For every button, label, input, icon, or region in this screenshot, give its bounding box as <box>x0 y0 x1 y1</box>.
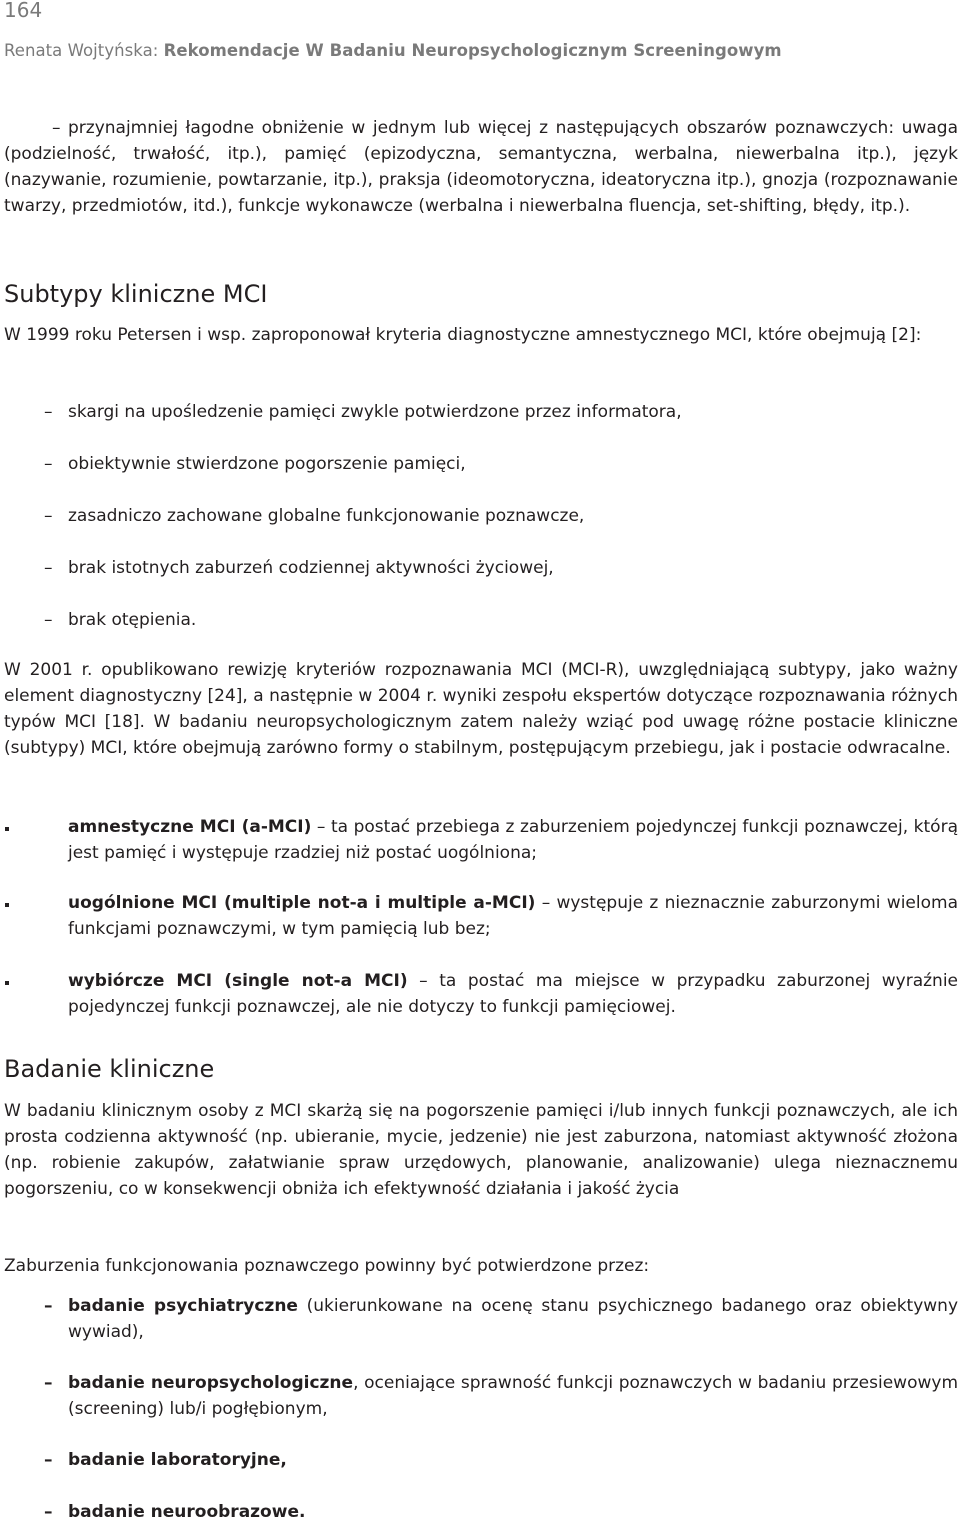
confirm-text <box>68 1370 958 1422</box>
dash-marker: – <box>44 1296 53 1316</box>
intro-list-item <box>4 115 958 219</box>
paragraph: W 1999 roku Petersen i wsp. zaproponował kryteria diagnostyczne amnestycznego MCI, które obejmują [2]: <box>4 325 922 345</box>
confirm-item <box>4 1293 958 1345</box>
header-author: Renata Wojtyńska: <box>4 41 159 60</box>
criteria-item <box>4 503 958 529</box>
criteria-text: brak istotnych zaburzeń codziennej aktywności życiowej, <box>68 558 554 578</box>
dash-marker: – <box>44 1502 53 1522</box>
subtype-sep: – <box>535 893 557 913</box>
subtype-desc: ta postać przebiega z zaburzeniem pojedynczej funkcji poznawczej, którą jest pamięć i występuje rzadziej niż postać uogólniona; <box>68 817 958 863</box>
criteria-item <box>4 399 958 425</box>
confirm-desc: (ukierunkowane na ocenę stanu psychicznego badanego oraz obiektywny wywiad), <box>68 1296 959 1342</box>
confirm-text <box>68 1499 958 1525</box>
dash-marker: – <box>44 558 53 578</box>
subtype-term: uogólnione MCI (multiple not-a i multiple a-MCI) <box>68 893 536 913</box>
subtype-term: wybiórcze MCI (single not-a MCI) <box>68 971 408 991</box>
subtype-term: amnestyczne MCI (a-MCI) <box>68 817 312 837</box>
criteria-item <box>4 607 958 633</box>
bullet-icon <box>5 981 9 985</box>
confirm-term: badanie psychiatryczne <box>68 1296 298 1316</box>
dash-marker: – <box>44 506 53 526</box>
bullet-icon <box>5 903 9 907</box>
subtype-text <box>68 890 958 942</box>
paragraph: W badaniu klinicznym osoby z MCI skarżą się na pogorszenie pamięci i/lub innych funkcji poznawczych, ale ich prosta codzienna aktywność (np. ubieranie, mycie, jedzenie) nie jest zaburzona, natomiast aktywność złożona (np. robienie zakupów, załatwianie spraw urzędowych, planowanie, analizowanie) ulega nieznacznemu pogorszeniu, co w konsekwencji obniża ich efektywność działania i jakość życia <box>4 1101 958 1199</box>
dash-marker: – <box>44 610 53 630</box>
subtype-item <box>4 890 958 942</box>
bullet-icon <box>5 827 9 831</box>
dash-marker: – <box>52 118 61 138</box>
criteria-item <box>4 555 958 581</box>
confirm-item <box>4 1447 958 1473</box>
confirm-text <box>68 1447 958 1473</box>
dash-marker: – <box>44 402 53 422</box>
dash-marker: – <box>44 1450 53 1470</box>
subtype-desc: występuje z nieznacznie zaburzonymi wieloma funkcjami poznawczymi, w tym pamięcią lub bez; <box>68 893 958 939</box>
page-number: 164 <box>4 0 43 22</box>
section-heading-clinical: Badanie kliniczne <box>4 1055 215 1083</box>
running-header <box>4 41 782 60</box>
header-title: Rekomendacje W Badaniu Neuropsychologicznym Screeningowym <box>163 41 782 60</box>
confirm-item <box>4 1499 958 1525</box>
confirm-term: badanie neuroobrazowe. <box>68 1502 306 1522</box>
subtype-sep: – <box>407 971 440 991</box>
subtype-item <box>4 814 958 866</box>
criteria-text: zasadniczo zachowane globalne funkcjonowanie poznawcze, <box>68 506 585 526</box>
criteria-text: obiektywnie stwierdzone pogorszenie pamięci, <box>68 454 466 474</box>
paragraph: Zaburzenia funkcjonowania poznawczego powinny być potwierdzone przez: <box>4 1256 650 1276</box>
criteria-text: skargi na upośledzenie pamięci zwykle potwierdzone przez informatora, <box>68 402 682 422</box>
subtype-text <box>68 814 958 866</box>
criteria-text: brak otępienia. <box>68 610 197 630</box>
dash-marker: – <box>44 454 53 474</box>
confirm-text <box>68 1293 958 1345</box>
subtype-desc: ta postać ma miejsce w przypadku zaburzonej wyraźnie pojedynczej funkcji poznawczej, ale nie dotyczy to funkcji pamięciowej. <box>68 971 959 1017</box>
dash-marker: – <box>44 1373 53 1393</box>
paragraph: W 2001 r. opublikowano rewizję kryteriów rozpoznawania MCI (MCI-R), uwzględniającą subtypy, jako ważny element diagnostyczny [24], a następnie w 2004 r. wyniki zespołu ekspertów dotyczące rozpoznawania różnych typów MCI [18]. W badaniu neuropsychologicznym zatem należy wziąć pod uwagę różne postacie kliniczne (subtypy) MCI, które obejmują zarówno formy o stabilnym, postępującym przebiegu, jak i postacie odwracalne. <box>4 660 958 758</box>
section-heading-subtypes: Subtypy kliniczne MCI <box>4 280 268 308</box>
subtype-text <box>68 968 958 1020</box>
subtype-item <box>4 968 958 1020</box>
criteria-item <box>4 451 958 477</box>
subtype-sep: – <box>311 817 331 837</box>
confirm-term: badanie neuropsychologiczne <box>68 1373 354 1393</box>
intro-item-text: przynajmniej łagodne obniżenie w jednym lub więcej z następujących obszarów poznawczych: uwaga (podzielność, trwałość, itp.), pamięć (epizodyczna, semantyczna, werbalna, niewerbalna itp.), język (nazywanie, rozumienie, powtarzanie, itp.), praksja (ideomotoryczna, ideatoryczna itp.), gnozja (rozpoznawanie twarzy, przedmiotów, itd.), funkcje wykonawcze (werbalna i niewerbalna fluencja, set-shifting, błędy, itp.). <box>4 118 958 216</box>
confirm-desc: , oceniające sprawność funkcji poznawczych w badaniu przesiewowym (screening) lub/i pogłębionym, <box>68 1373 959 1419</box>
confirm-item <box>4 1370 958 1422</box>
confirm-term: badanie laboratoryjne, <box>68 1450 287 1470</box>
